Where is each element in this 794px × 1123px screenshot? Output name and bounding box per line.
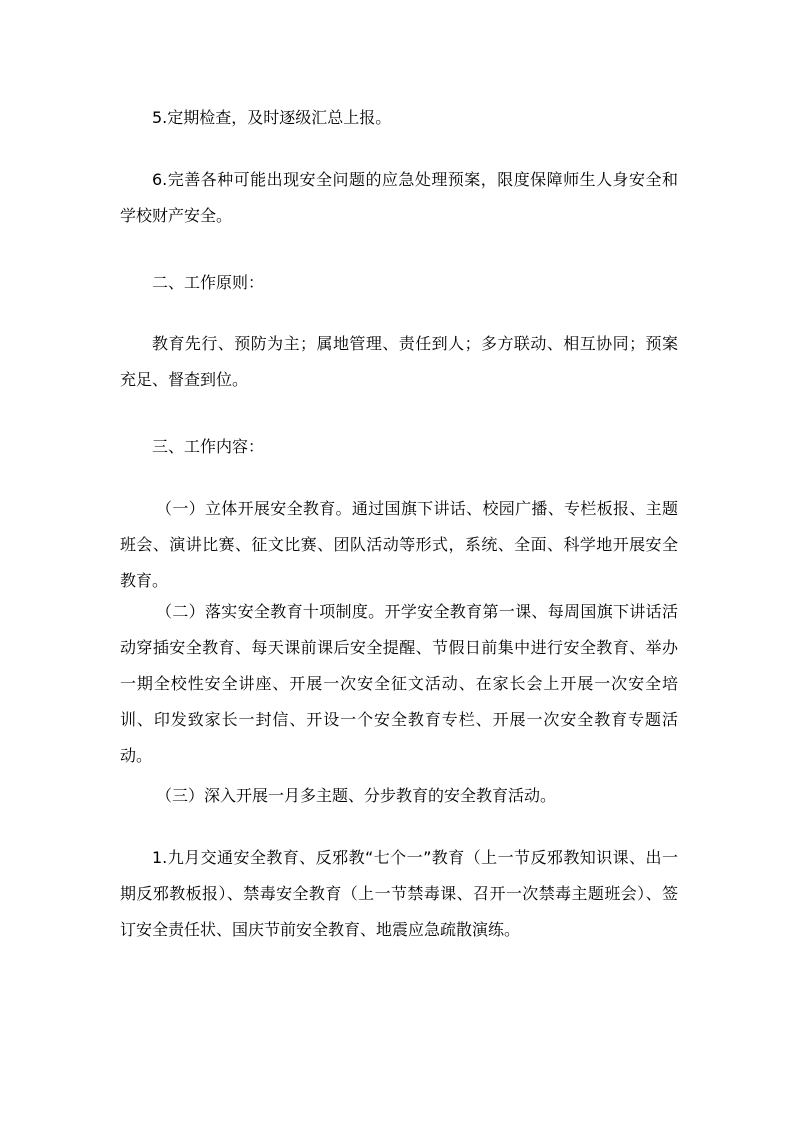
section-heading-content: 三、工作内容： <box>152 437 265 456</box>
paragraph-content-2: （二）落实安全教育十项制度。开学安全教育第一课、每周国旗下讲话活动穿插安全教育、每天课前课后安全提醒、节假日前集中进行安全教育、举办一期全校性安全讲座、开展一次安全征文活动、在家长会上开展一次安全培训、印发致家长一封信、开设一个安全教育专栏、开展一次安全教育专题活动。 <box>120 602 678 765</box>
paragraph-item-6: 6.完善各种可能出现安全问题的应急处理预案，限度保障师生人身安全和学校财产安全。 <box>120 170 678 225</box>
paragraph-item-5: 5.定期检查，及时逐级汇总上报。 <box>152 108 392 127</box>
paragraph-content-3: （三）深入开展一月多主题、分步教育的安全教育活动。 <box>156 786 557 805</box>
section-heading-principles: 二、工作原则： <box>152 273 265 292</box>
paragraph-principles: 教育先行、预防为主；属地管理、责任到人；多方联动、相互协同；预案充足、督查到位。 <box>120 334 678 389</box>
paragraph-content-1: （一）立体开展安全教育。通过国旗下讲话、校园广播、专栏板报、主题班会、演讲比赛、征文比赛、团队活动等形式，系统、全面、科学地开展安全教育。 <box>120 499 678 590</box>
paragraph-september: 1.九月交通安全教育、反邪教“七个一”教育（上一节反邪教知识课、出一期反邪教板报）、禁毒安全教育（上一节禁毒课、召开一次禁毒主题班会）、签订安全责任状、国庆节前安全教育、地震应急疏散演练。 <box>120 848 678 939</box>
